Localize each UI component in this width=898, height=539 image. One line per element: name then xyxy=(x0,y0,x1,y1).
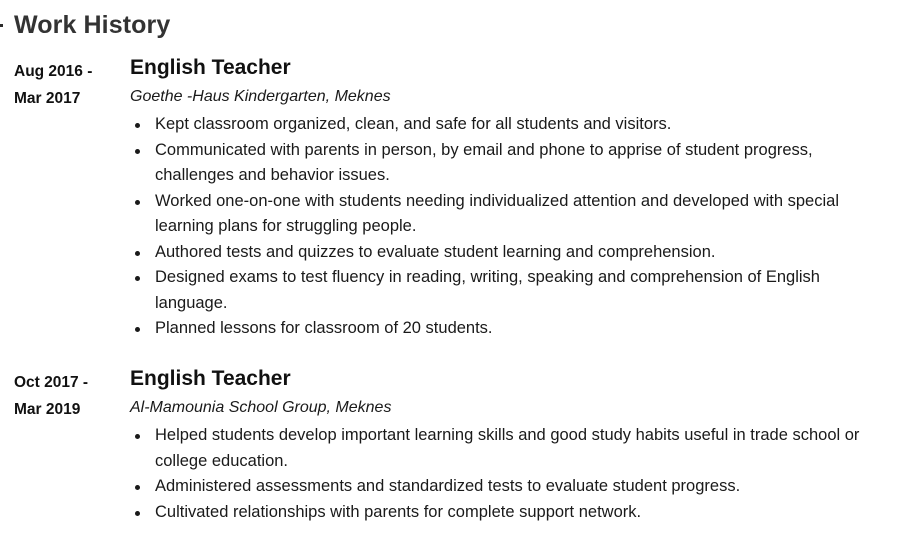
job-bullet-list xyxy=(130,423,890,525)
job-bullet-list xyxy=(130,112,890,342)
job-bullet: Administered assessments and standardized tests to evaluate student progress. xyxy=(130,474,890,500)
job-dates xyxy=(14,58,92,112)
job-date-start: Aug 2016 - xyxy=(14,63,93,80)
job-bullet: Designed exams to test fluency in reading, writing, speaking and comprehension of English language. xyxy=(130,265,890,316)
job-bullet: Worked one-on-one with students needing individualized attention and developed with special learning plans for struggling people. xyxy=(130,189,890,240)
job-company: Al-Mamounia School Group, Meknes xyxy=(130,399,392,416)
job-bullet: Kept classroom organized, clean, and safe for all students and visitors. xyxy=(130,112,890,138)
job-title: English Teacher xyxy=(130,56,291,79)
job-title: English Teacher xyxy=(130,367,291,390)
job-dates xyxy=(14,369,88,423)
job-date-end: Mar 2019 xyxy=(14,401,81,418)
job-company: Goethe -Haus Kindergarten, Meknes xyxy=(130,88,391,105)
job-bullet: Communicated with parents in person, by email and phone to apprise of student progress, challenges and behavior issues. xyxy=(130,138,890,189)
job-date-start: Oct 2017 - xyxy=(14,374,89,391)
section-marker xyxy=(0,24,3,27)
job-bullet: Helped students develop important learning skills and good study habits useful in trade school or college education. xyxy=(130,423,890,474)
job-date-end: Mar 2017 xyxy=(14,90,81,107)
job-bullet: Planned lessons for classroom of 20 students. xyxy=(130,316,890,342)
job-bullet: Cultivated relationships with parents for complete support network. xyxy=(130,500,890,526)
section-title: Work History xyxy=(14,11,171,39)
job-bullet: Authored tests and quizzes to evaluate student learning and comprehension. xyxy=(130,240,890,266)
